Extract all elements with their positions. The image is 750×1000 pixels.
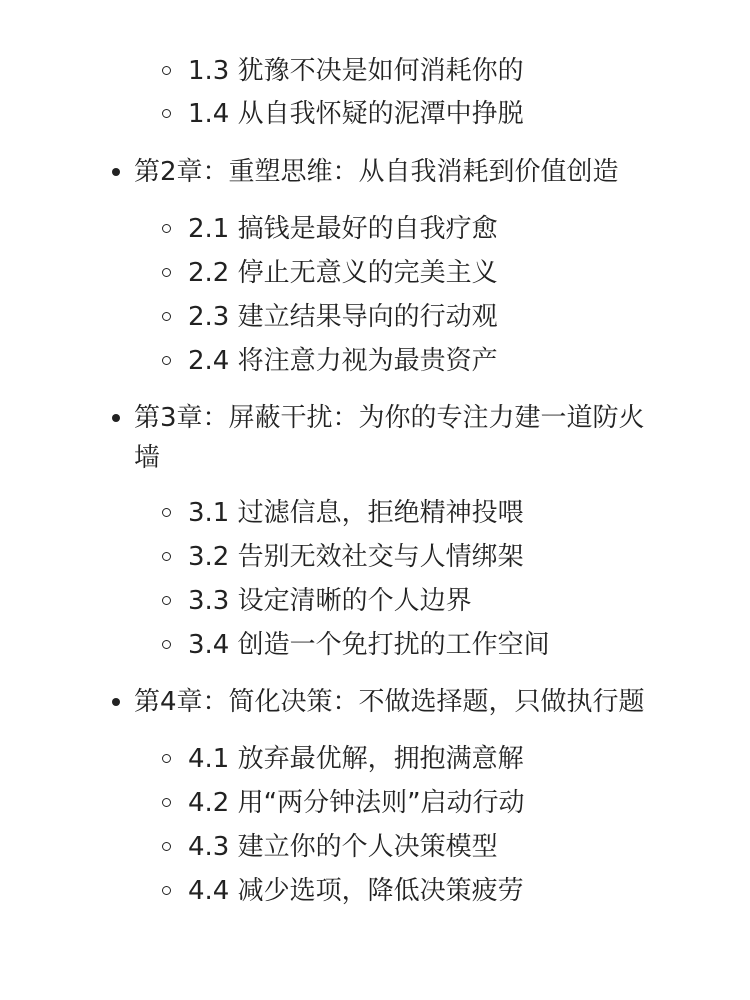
section-title: 2.4 将注意力视为最贵资产 [188,346,498,376]
filled-bullet-icon [112,414,120,422]
chapter-title-line-1: 第3章：屏蔽干扰：为你的专注力建一道防火 [134,403,645,433]
hollow-bullet-icon [162,508,171,517]
section-title: 1.4 从自我怀疑的泥潭中挣脱 [188,99,524,129]
hollow-bullet-icon [162,268,171,277]
section-title: 2.1 搞钱是最好的自我疗愈 [188,214,498,244]
hollow-bullet-icon [162,552,171,561]
list-item [0,207,750,251]
hollow-bullet-icon [162,596,171,605]
section-title: 4.1 放弃最优解，拥抱满意解 [188,744,524,774]
section-title: 3.4 创造一个免打扰的工作空间 [188,630,550,660]
hollow-bullet-icon [162,640,171,649]
hollow-bullet-icon [162,312,171,321]
list-item [0,535,750,579]
chapter-title-line-2: 墙 [134,443,161,473]
hollow-bullet-icon [162,798,171,807]
list-item [0,491,750,535]
section-title: 1.3 犹豫不决是如何消耗你的 [188,56,524,86]
section-title: 2.2 停止无意义的完美主义 [188,258,498,288]
filled-bullet-icon [112,168,120,176]
section-title: 2.3 建立结果导向的行动观 [188,302,498,332]
hollow-bullet-icon [162,356,171,365]
list-item [0,339,750,383]
list-item [0,92,750,136]
list-item [0,579,750,623]
section-title: 4.3 建立你的个人决策模型 [188,832,498,862]
list-item [0,251,750,295]
section-title: 3.1 过滤信息，拒绝精神投喂 [188,498,524,528]
hollow-bullet-icon [162,842,171,851]
hollow-bullet-icon [162,886,171,895]
hollow-bullet-icon [162,109,171,118]
chapter-title: 第4章：简化决策：不做选择题，只做执行题 [134,687,645,717]
filled-bullet-icon [112,698,120,706]
hollow-bullet-icon [162,66,171,75]
list-item [0,49,750,93]
hollow-bullet-icon [162,754,171,763]
hollow-bullet-icon [162,224,171,233]
section-title: 3.2 告别无效社交与人情绑架 [188,542,524,572]
section-title: 4.4 减少选项，降低决策疲劳 [188,876,524,906]
chapter-title: 第2章：重塑思维：从自我消耗到价值创造 [134,157,619,187]
list-item [0,737,750,781]
list-item [0,623,750,667]
list-item [0,869,750,913]
list-item [0,781,750,825]
list-item [0,825,750,869]
section-title: 3.3 设定清晰的个人边界 [188,586,472,616]
section-title: 4.2 用“两分钟法则”启动行动 [188,788,525,818]
list-item [0,295,750,339]
